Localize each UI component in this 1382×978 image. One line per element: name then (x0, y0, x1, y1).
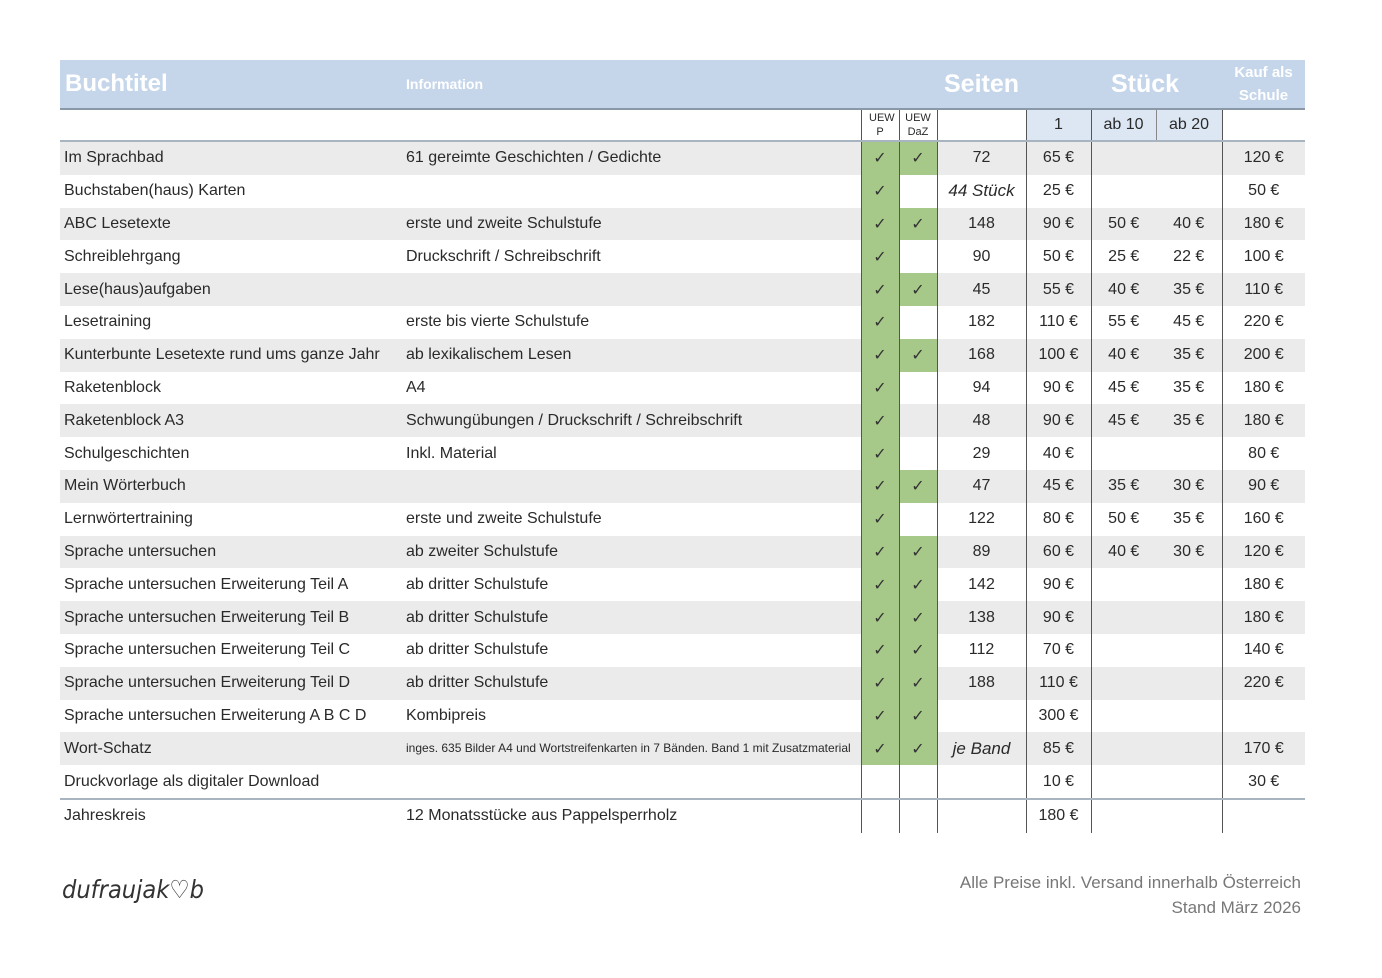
row-price-1: 100 € (1026, 339, 1091, 372)
subheader-blank-title (60, 109, 406, 141)
header-pages: Seiten (937, 60, 1026, 109)
row-price-20 (1156, 700, 1222, 733)
row-uew-p (861, 339, 899, 372)
row-price-1: 65 € (1026, 141, 1091, 175)
check-icon: ✓ (873, 707, 887, 725)
row-information: erste bis vierte Schulstufe (406, 306, 861, 339)
check-icon: ✓ (873, 281, 887, 299)
table-row (60, 568, 1305, 601)
row-uew-p (861, 470, 899, 503)
row-uew-daz (899, 372, 937, 405)
table-row (60, 634, 1305, 667)
row-title: Buchstaben(haus) Karten (60, 175, 406, 208)
check-icon: ✓ (873, 642, 887, 660)
row-pages: 29 (937, 437, 1026, 470)
row-pages: 142 (937, 568, 1026, 601)
table-row (60, 240, 1305, 273)
row-pages: 45 (937, 273, 1026, 306)
check-icon: ✓ (873, 478, 887, 496)
row-uew-daz (899, 141, 937, 175)
row-price-1: 90 € (1026, 404, 1091, 437)
row-uew-daz (899, 765, 937, 799)
row-uew-p (861, 667, 899, 700)
row-price-20: 35 € (1156, 503, 1222, 536)
row-title: Raketenblock A3 (60, 404, 406, 437)
row-pages: 182 (937, 306, 1026, 339)
row-uew-p (861, 437, 899, 470)
row-uew-daz (899, 601, 937, 634)
table-body (60, 141, 1305, 833)
row-price-1: 10 € (1026, 765, 1091, 799)
row-title: Sprache untersuchen (60, 536, 406, 569)
row-uew-p (861, 404, 899, 437)
table-row (60, 700, 1305, 733)
row-uew-p (861, 634, 899, 667)
subheader-blank-pages (937, 109, 1026, 141)
row-price-20: 30 € (1156, 536, 1222, 569)
row-price-10 (1091, 732, 1156, 765)
row-information: Inkl. Material (406, 437, 861, 470)
check-icon: ✓ (911, 642, 925, 660)
row-price-20: 35 € (1156, 372, 1222, 405)
row-price-1: 110 € (1026, 306, 1091, 339)
row-price-10 (1091, 765, 1156, 799)
row-information: 61 gereimte Geschichten / Gedichte (406, 141, 861, 175)
row-pages: 138 (937, 601, 1026, 634)
row-uew-p (861, 799, 899, 833)
check-icon: ✓ (911, 576, 925, 594)
table-row (60, 437, 1305, 470)
check-icon: ✓ (873, 511, 887, 529)
row-price-school: 200 € (1222, 339, 1305, 372)
row-pages: 90 (937, 240, 1026, 273)
row-pages: 188 (937, 667, 1026, 700)
row-price-1: 70 € (1026, 634, 1091, 667)
row-information: Kombipreis (406, 700, 861, 733)
row-price-20: 22 € (1156, 240, 1222, 273)
row-price-10 (1091, 700, 1156, 733)
check-icon: ✓ (911, 478, 925, 496)
row-price-10: 45 € (1091, 404, 1156, 437)
row-information: ab zweiter Schulstufe (406, 536, 861, 569)
table-row (60, 667, 1305, 700)
row-title: Sprache untersuchen Erweiterung A B C D (60, 700, 406, 733)
row-price-10: 35 € (1091, 470, 1156, 503)
header-school-purchase: Kauf als Schule (1222, 60, 1305, 109)
row-pages: je Band (937, 732, 1026, 765)
table-row (60, 732, 1305, 765)
table-header (60, 60, 1305, 109)
row-title: Jahreskreis (60, 799, 406, 833)
check-icon: ✓ (911, 281, 925, 299)
row-uew-daz (899, 667, 937, 700)
row-uew-daz (899, 175, 937, 208)
row-price-school: 180 € (1222, 372, 1305, 405)
row-price-10 (1091, 601, 1156, 634)
table-row (60, 306, 1305, 339)
row-price-school: 90 € (1222, 470, 1305, 503)
row-price-1: 50 € (1026, 240, 1091, 273)
table-row (60, 141, 1305, 175)
table-row (60, 372, 1305, 405)
row-price-school: 160 € (1222, 503, 1305, 536)
table-row (60, 175, 1305, 208)
row-price-20: 35 € (1156, 339, 1222, 372)
row-price-school: 120 € (1222, 141, 1305, 175)
table-row (60, 339, 1305, 372)
row-price-20 (1156, 799, 1222, 833)
subheader-blank-info (406, 109, 861, 141)
check-icon: ✓ (911, 740, 925, 758)
row-title: Sprache untersuchen Erweiterung Teil D (60, 667, 406, 700)
row-information: erste und zweite Schulstufe (406, 503, 861, 536)
row-price-20 (1156, 175, 1222, 208)
row-price-1: 90 € (1026, 601, 1091, 634)
subheader-qty-20: ab 20 (1156, 109, 1222, 141)
row-uew-p (861, 732, 899, 765)
row-uew-p (861, 306, 899, 339)
row-information: A4 (406, 372, 861, 405)
row-uew-p (861, 700, 899, 733)
row-uew-daz (899, 503, 937, 536)
row-uew-daz (899, 700, 937, 733)
row-price-10 (1091, 141, 1156, 175)
row-information: inges. 635 Bilder A4 und Wortstreifenkarten in 7 Bänden. Band 1 mit Zusatzmaterial (406, 732, 861, 765)
row-title: Lernwörtertraining (60, 503, 406, 536)
row-uew-p (861, 273, 899, 306)
row-title: ABC Lesetexte (60, 208, 406, 241)
row-information: erste und zweite Schulstufe (406, 208, 861, 241)
table-row (60, 208, 1305, 241)
table-row (60, 799, 1305, 833)
header-information: Information (406, 60, 861, 109)
row-price-10: 40 € (1091, 339, 1156, 372)
row-price-1: 85 € (1026, 732, 1091, 765)
check-icon: ✓ (873, 248, 887, 266)
row-price-10: 55 € (1091, 306, 1156, 339)
row-price-school (1222, 700, 1305, 733)
row-uew-p (861, 765, 899, 799)
row-pages (937, 765, 1026, 799)
row-pages: 148 (937, 208, 1026, 241)
row-title: Druckvorlage als digitaler Download (60, 765, 406, 799)
row-uew-daz (899, 568, 937, 601)
check-icon: ✓ (911, 215, 925, 233)
row-uew-daz (899, 240, 937, 273)
table-row (60, 470, 1305, 503)
row-price-10 (1091, 175, 1156, 208)
header-quantity (1026, 60, 1222, 109)
row-price-10 (1091, 799, 1156, 833)
row-uew-p (861, 568, 899, 601)
row-price-10: 50 € (1091, 503, 1156, 536)
row-uew-p (861, 601, 899, 634)
row-uew-daz (899, 306, 937, 339)
check-icon: ✓ (873, 543, 887, 561)
row-price-school: 180 € (1222, 208, 1305, 241)
subheader-qty-1: 1 (1026, 109, 1091, 141)
row-price-20 (1156, 568, 1222, 601)
row-information: ab dritter Schulstufe (406, 601, 861, 634)
row-price-1: 45 € (1026, 470, 1091, 503)
row-information: ab dritter Schulstufe (406, 634, 861, 667)
row-price-1: 300 € (1026, 700, 1091, 733)
row-uew-daz (899, 536, 937, 569)
row-title: Schreiblehrgang (60, 240, 406, 273)
row-price-school: 180 € (1222, 568, 1305, 601)
row-information: Schwungübungen / Druckschrift / Schreibschrift (406, 404, 861, 437)
row-price-20 (1156, 141, 1222, 175)
subheader-uew-p-label: UEW P (869, 112, 895, 138)
row-information: ab dritter Schulstufe (406, 568, 861, 601)
row-price-school: 50 € (1222, 175, 1305, 208)
price-table (60, 60, 1305, 833)
row-information (406, 765, 861, 799)
check-icon: ✓ (873, 576, 887, 594)
row-price-school: 140 € (1222, 634, 1305, 667)
row-price-1: 80 € (1026, 503, 1091, 536)
check-icon: ✓ (873, 215, 887, 233)
row-price-10: 25 € (1091, 240, 1156, 273)
row-price-10 (1091, 437, 1156, 470)
table-subheader (60, 109, 1305, 141)
row-price-1: 110 € (1026, 667, 1091, 700)
brand-logo-text: dufraujak♡b (62, 875, 204, 904)
check-icon: ✓ (873, 445, 887, 463)
row-uew-p (861, 536, 899, 569)
table-row (60, 536, 1305, 569)
table-row (60, 273, 1305, 306)
check-icon: ✓ (873, 183, 887, 201)
row-title: Sprache untersuchen Erweiterung Teil A (60, 568, 406, 601)
check-icon: ✓ (873, 314, 887, 332)
row-price-school: 220 € (1222, 306, 1305, 339)
row-uew-p (861, 372, 899, 405)
row-price-school: 180 € (1222, 404, 1305, 437)
row-pages: 94 (937, 372, 1026, 405)
check-icon: ✓ (873, 347, 887, 365)
check-icon: ✓ (873, 609, 887, 627)
row-price-10 (1091, 568, 1156, 601)
row-information: 12 Monatsstücke aus Pappelsperrholz (406, 799, 861, 833)
row-title: Kunterbunte Lesetexte rund ums ganze Jahr (60, 339, 406, 372)
row-price-school: 110 € (1222, 273, 1305, 306)
row-information (406, 273, 861, 306)
row-information: ab lexikalischem Lesen (406, 339, 861, 372)
row-price-1: 90 € (1026, 372, 1091, 405)
row-uew-p (861, 208, 899, 241)
row-information: ab dritter Schulstufe (406, 667, 861, 700)
row-pages: 122 (937, 503, 1026, 536)
row-price-1: 55 € (1026, 273, 1091, 306)
row-price-10: 40 € (1091, 273, 1156, 306)
row-price-1: 40 € (1026, 437, 1091, 470)
row-price-20 (1156, 601, 1222, 634)
header-uew-spacer (861, 60, 937, 109)
row-uew-daz (899, 470, 937, 503)
footer-date-note: Stand März 2026 (1171, 898, 1301, 917)
row-title: Lesetraining (60, 306, 406, 339)
row-title: Sprache untersuchen Erweiterung Teil B (60, 601, 406, 634)
row-uew-p (861, 240, 899, 273)
footer-note (960, 870, 1301, 920)
row-price-1: 25 € (1026, 175, 1091, 208)
row-uew-daz (899, 273, 937, 306)
row-pages: 72 (937, 141, 1026, 175)
row-price-school: 30 € (1222, 765, 1305, 799)
footer-price-note: Alle Preise inkl. Versand innerhalb Österreich (959, 873, 1301, 892)
check-icon: ✓ (911, 347, 925, 365)
row-title: Im Sprachbad (60, 141, 406, 175)
row-pages: 44 Stück (937, 175, 1026, 208)
subheader-uew-daz (899, 109, 937, 141)
row-title: Lese(haus)aufgaben (60, 273, 406, 306)
row-price-20: 45 € (1156, 306, 1222, 339)
row-price-20 (1156, 437, 1222, 470)
row-price-school: 120 € (1222, 536, 1305, 569)
row-pages: 112 (937, 634, 1026, 667)
subheader-qty-10: ab 10 (1091, 109, 1156, 141)
check-icon: ✓ (911, 150, 925, 168)
row-title: Schulgeschichten (60, 437, 406, 470)
check-icon: ✓ (873, 379, 887, 397)
row-price-20: 40 € (1156, 208, 1222, 241)
row-price-school (1222, 799, 1305, 833)
row-title: Raketenblock (60, 372, 406, 405)
table-row (60, 404, 1305, 437)
row-price-10 (1091, 634, 1156, 667)
subheader-blank-school (1222, 109, 1305, 141)
check-icon: ✓ (911, 675, 925, 693)
row-uew-daz (899, 404, 937, 437)
row-price-school: 220 € (1222, 667, 1305, 700)
check-icon: ✓ (873, 675, 887, 693)
row-price-20 (1156, 765, 1222, 799)
row-information (406, 470, 861, 503)
row-information (406, 175, 861, 208)
row-title: Wort-Schatz (60, 732, 406, 765)
subheader-uew-p (861, 109, 899, 141)
check-icon: ✓ (873, 740, 887, 758)
row-price-1: 90 € (1026, 208, 1091, 241)
row-price-10: 50 € (1091, 208, 1156, 241)
row-price-1: 60 € (1026, 536, 1091, 569)
row-title: Mein Wörterbuch (60, 470, 406, 503)
row-price-10 (1091, 667, 1156, 700)
row-pages (937, 799, 1026, 833)
subheader-uew-daz-label: UEW DaZ (905, 112, 931, 138)
row-pages (937, 700, 1026, 733)
table-row (60, 601, 1305, 634)
row-price-1: 180 € (1026, 799, 1091, 833)
row-uew-daz (899, 732, 937, 765)
row-price-school: 80 € (1222, 437, 1305, 470)
row-price-10: 45 € (1091, 372, 1156, 405)
row-uew-p (861, 141, 899, 175)
row-uew-daz (899, 634, 937, 667)
row-uew-daz (899, 437, 937, 470)
row-uew-p (861, 503, 899, 536)
header-quantity-label: Stück (1111, 69, 1180, 98)
check-icon: ✓ (873, 150, 887, 168)
row-uew-daz (899, 208, 937, 241)
check-icon: ✓ (911, 707, 925, 725)
row-price-1: 90 € (1026, 568, 1091, 601)
row-pages: 89 (937, 536, 1026, 569)
row-price-school: 180 € (1222, 601, 1305, 634)
row-price-20 (1156, 634, 1222, 667)
row-uew-daz (899, 339, 937, 372)
row-title: Sprache untersuchen Erweiterung Teil C (60, 634, 406, 667)
row-price-20 (1156, 667, 1222, 700)
row-price-school: 170 € (1222, 732, 1305, 765)
row-price-20 (1156, 732, 1222, 765)
row-price-school: 100 € (1222, 240, 1305, 273)
check-icon: ✓ (911, 609, 925, 627)
row-pages: 47 (937, 470, 1026, 503)
header-title: Buchtitel (60, 60, 406, 109)
row-uew-p (861, 175, 899, 208)
row-information: Druckschrift / Schreibschrift (406, 240, 861, 273)
table-row (60, 503, 1305, 536)
row-uew-daz (899, 799, 937, 833)
row-price-10: 40 € (1091, 536, 1156, 569)
check-icon: ✓ (911, 543, 925, 561)
row-pages: 48 (937, 404, 1026, 437)
table-row (60, 765, 1305, 799)
brand-logo (62, 868, 212, 908)
row-price-20: 30 € (1156, 470, 1222, 503)
row-price-20: 35 € (1156, 273, 1222, 306)
check-icon: ✓ (873, 412, 887, 430)
row-price-20: 35 € (1156, 404, 1222, 437)
row-pages: 168 (937, 339, 1026, 372)
